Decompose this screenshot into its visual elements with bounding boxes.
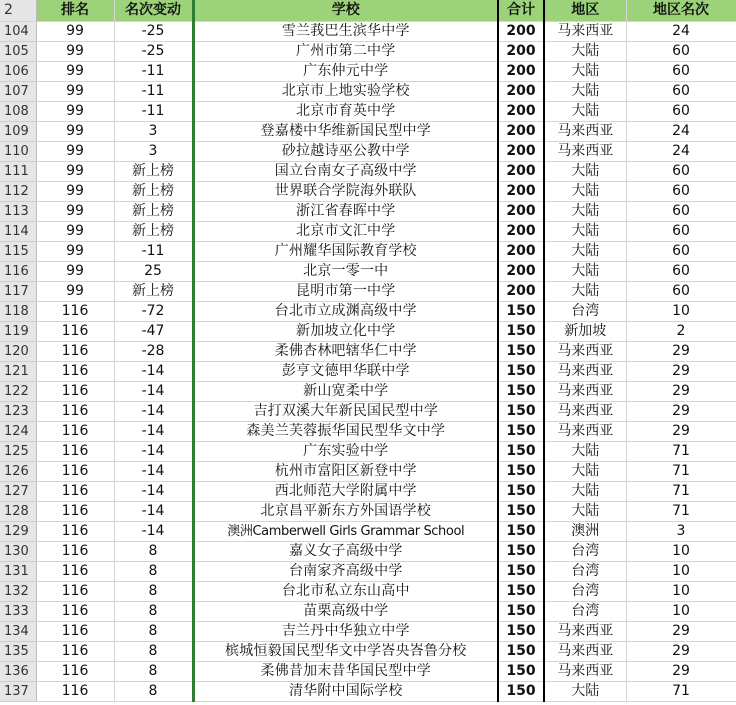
- cell-change[interactable]: -25: [114, 42, 193, 62]
- cell-rank[interactable]: 116: [36, 522, 114, 542]
- cell-total[interactable]: 150: [498, 602, 544, 622]
- cell-rank[interactable]: 99: [36, 222, 114, 242]
- cell-region[interactable]: 大陆: [544, 202, 626, 222]
- cell-total[interactable]: 200: [498, 162, 544, 182]
- cell-region[interactable]: 大陆: [544, 462, 626, 482]
- cell-rank[interactable]: 116: [36, 562, 114, 582]
- row-number[interactable]: 115: [0, 242, 36, 262]
- cell-school[interactable]: 浙江省春晖中学: [193, 202, 498, 222]
- cell-region[interactable]: 台湾: [544, 562, 626, 582]
- cell-region-rank[interactable]: 2: [626, 322, 736, 342]
- cell-region-rank[interactable]: 10: [626, 582, 736, 602]
- cell-school[interactable]: 广东仲元中学: [193, 62, 498, 82]
- cell-region[interactable]: 大陆: [544, 62, 626, 82]
- cell-total[interactable]: 150: [498, 642, 544, 662]
- cell-total[interactable]: 200: [498, 222, 544, 242]
- cell-change[interactable]: -14: [114, 462, 193, 482]
- cell-rank[interactable]: 99: [36, 262, 114, 282]
- row-number[interactable]: 104: [0, 22, 36, 42]
- table-row: [0, 382, 736, 402]
- cell-rank[interactable]: 99: [36, 242, 114, 262]
- cell-region-rank[interactable]: 60: [626, 42, 736, 62]
- row-header-cell[interactable]: 2: [0, 0, 36, 22]
- table-row: [0, 622, 736, 642]
- cell-total[interactable]: 200: [498, 62, 544, 82]
- cell-total[interactable]: 150: [498, 562, 544, 582]
- cell-region[interactable]: 大陆: [544, 502, 626, 522]
- cell-change[interactable]: 8: [114, 642, 193, 662]
- cell-school[interactable]: 广州市第二中学: [193, 42, 498, 62]
- cell-rank[interactable]: 116: [36, 382, 114, 402]
- cell-rank[interactable]: 116: [36, 642, 114, 662]
- cell-total[interactable]: 150: [498, 462, 544, 482]
- cell-change[interactable]: -47: [114, 322, 193, 342]
- cell-school[interactable]: 新山宽柔中学: [193, 382, 498, 402]
- cell-region-rank[interactable]: 71: [626, 682, 736, 702]
- cell-rank[interactable]: 116: [36, 302, 114, 322]
- cell-total[interactable]: 150: [498, 522, 544, 542]
- cell-rank[interactable]: 116: [36, 342, 114, 362]
- table-row: [0, 502, 736, 522]
- table-row: [0, 302, 736, 322]
- cell-total[interactable]: 200: [498, 142, 544, 162]
- cell-school[interactable]: 国立台南女子高级中学: [193, 162, 498, 182]
- cell-school[interactable]: 柔佛杏林吧辖华仁中学: [193, 342, 498, 362]
- cell-change[interactable]: 新上榜: [114, 162, 193, 182]
- cell-school[interactable]: 森美兰芙蓉振华国民型华文中学: [193, 422, 498, 442]
- cell-total[interactable]: 150: [498, 442, 544, 462]
- cell-region-rank[interactable]: 24: [626, 22, 736, 42]
- cell-region[interactable]: 马来西亚: [544, 142, 626, 162]
- cell-region-rank[interactable]: 60: [626, 82, 736, 102]
- cell-region-rank[interactable]: 29: [626, 402, 736, 422]
- cell-region[interactable]: 大陆: [544, 282, 626, 302]
- table-row: [0, 582, 736, 602]
- cell-region[interactable]: 台湾: [544, 582, 626, 602]
- cell-total[interactable]: 150: [498, 662, 544, 682]
- row-number[interactable]: 120: [0, 342, 36, 362]
- row-number[interactable]: 106: [0, 62, 36, 82]
- cell-school[interactable]: 世界联合学院海外联队: [193, 182, 498, 202]
- cell-change[interactable]: -14: [114, 422, 193, 442]
- table-row: [0, 542, 736, 562]
- cell-rank[interactable]: 116: [36, 542, 114, 562]
- table-row: [0, 462, 736, 482]
- cell-region[interactable]: 马来西亚: [544, 122, 626, 142]
- cell-region[interactable]: 大陆: [544, 682, 626, 702]
- cell-rank[interactable]: 99: [36, 202, 114, 222]
- cell-change[interactable]: -72: [114, 302, 193, 322]
- table-row: [0, 42, 736, 62]
- table-row: [0, 142, 736, 162]
- row-number[interactable]: 130: [0, 542, 36, 562]
- cell-school[interactable]: 西北师范大学附属中学: [193, 482, 498, 502]
- cell-school[interactable]: 昆明市第一中学: [193, 282, 498, 302]
- cell-rank[interactable]: 116: [36, 582, 114, 602]
- cell-change[interactable]: 3: [114, 122, 193, 142]
- cell-total[interactable]: 150: [498, 622, 544, 642]
- cell-region[interactable]: 马来西亚: [544, 22, 626, 42]
- table-row: [0, 282, 736, 302]
- row-number[interactable]: 105: [0, 42, 36, 62]
- cell-region-rank[interactable]: 24: [626, 122, 736, 142]
- table-row: [0, 322, 736, 342]
- cell-total[interactable]: 200: [498, 242, 544, 262]
- cell-total[interactable]: 150: [498, 362, 544, 382]
- column-header-school[interactable]: 学校: [193, 0, 498, 22]
- cell-total[interactable]: 150: [498, 422, 544, 442]
- cell-change[interactable]: -14: [114, 522, 193, 542]
- cell-region-rank[interactable]: 60: [626, 282, 736, 302]
- cell-change[interactable]: -14: [114, 382, 193, 402]
- cell-school[interactable]: 嘉义女子高级中学: [193, 542, 498, 562]
- cell-rank[interactable]: 99: [36, 102, 114, 122]
- cell-total[interactable]: 150: [498, 322, 544, 342]
- cell-region-rank[interactable]: 29: [626, 382, 736, 402]
- cell-total[interactable]: 150: [498, 502, 544, 522]
- row-number[interactable]: 127: [0, 482, 36, 502]
- table-row: [0, 162, 736, 182]
- cell-school[interactable]: 登嘉楼中华维新国民型中学: [193, 122, 498, 142]
- cell-rank[interactable]: 116: [36, 482, 114, 502]
- cell-total[interactable]: 200: [498, 82, 544, 102]
- table-row: [0, 122, 736, 142]
- cell-rank[interactable]: 99: [36, 122, 114, 142]
- cell-change[interactable]: -11: [114, 62, 193, 82]
- cell-region[interactable]: 新加坡: [544, 322, 626, 342]
- cell-change[interactable]: 8: [114, 622, 193, 642]
- cell-school[interactable]: 砂拉越诗巫公教中学: [193, 142, 498, 162]
- cell-region-rank[interactable]: 29: [626, 622, 736, 642]
- cell-rank[interactable]: 99: [36, 182, 114, 202]
- row-number[interactable]: 125: [0, 442, 36, 462]
- header-row: [0, 0, 736, 22]
- cell-region-rank[interactable]: 29: [626, 422, 736, 442]
- cell-school[interactable]: 广州耀华国际教育学校: [193, 242, 498, 262]
- table-row: [0, 442, 736, 462]
- cell-region-rank[interactable]: 60: [626, 242, 736, 262]
- table-row: [0, 522, 736, 542]
- table-row: [0, 102, 736, 122]
- row-number[interactable]: 131: [0, 562, 36, 582]
- row-number[interactable]: 118: [0, 302, 36, 322]
- cell-region[interactable]: 马来西亚: [544, 422, 626, 442]
- cell-region-rank[interactable]: 29: [626, 362, 736, 382]
- cell-region-rank[interactable]: 60: [626, 62, 736, 82]
- row-number[interactable]: 107: [0, 82, 36, 102]
- cell-change[interactable]: -14: [114, 362, 193, 382]
- cell-school[interactable]: 新加坡立化中学: [193, 322, 498, 342]
- cell-rank[interactable]: 116: [36, 602, 114, 622]
- cell-region-rank[interactable]: 10: [626, 542, 736, 562]
- cell-rank[interactable]: 99: [36, 162, 114, 182]
- row-number[interactable]: 136: [0, 662, 36, 682]
- cell-school[interactable]: 北京昌平新东方外国语学校: [193, 502, 498, 522]
- row-number[interactable]: 109: [0, 122, 36, 142]
- cell-region[interactable]: 澳洲: [544, 522, 626, 542]
- cell-school[interactable]: 雪兰莪巴生滨华中学: [193, 22, 498, 42]
- cell-region[interactable]: 大陆: [544, 42, 626, 62]
- cell-change[interactable]: -28: [114, 342, 193, 362]
- cell-total[interactable]: 150: [498, 682, 544, 702]
- cell-school[interactable]: 吉兰丹中华独立中学: [193, 622, 498, 642]
- cell-change[interactable]: -11: [114, 82, 193, 102]
- cell-change[interactable]: -11: [114, 102, 193, 122]
- cell-school[interactable]: 苗栗高级中学: [193, 602, 498, 622]
- cell-region[interactable]: 台湾: [544, 542, 626, 562]
- cell-school[interactable]: 吉打双溪大年新民国民型中学: [193, 402, 498, 422]
- cell-change[interactable]: -25: [114, 22, 193, 42]
- cell-region-rank[interactable]: 71: [626, 442, 736, 462]
- table-row: [0, 662, 736, 682]
- cell-change[interactable]: 8: [114, 602, 193, 622]
- cell-region[interactable]: 马来西亚: [544, 622, 626, 642]
- cell-total[interactable]: 150: [498, 402, 544, 422]
- cell-region[interactable]: 台湾: [544, 602, 626, 622]
- cell-school[interactable]: 北京市上地实验学校: [193, 82, 498, 102]
- cell-total[interactable]: 200: [498, 202, 544, 222]
- cell-total[interactable]: 150: [498, 302, 544, 322]
- cell-region-rank[interactable]: 71: [626, 482, 736, 502]
- cell-school[interactable]: 彭亨文德甲华联中学: [193, 362, 498, 382]
- cell-region[interactable]: 大陆: [544, 222, 626, 242]
- row-number[interactable]: 123: [0, 402, 36, 422]
- table-row: [0, 342, 736, 362]
- table-row: [0, 202, 736, 222]
- cell-total[interactable]: 200: [498, 102, 544, 122]
- row-number[interactable]: 121: [0, 362, 36, 382]
- row-number[interactable]: 122: [0, 382, 36, 402]
- cell-change[interactable]: 8: [114, 542, 193, 562]
- cell-change[interactable]: 新上榜: [114, 182, 193, 202]
- cell-change[interactable]: -11: [114, 242, 193, 262]
- table-row: [0, 22, 736, 42]
- cell-change[interactable]: 8: [114, 562, 193, 582]
- cell-rank[interactable]: 116: [36, 422, 114, 442]
- cell-rank[interactable]: 116: [36, 502, 114, 522]
- cell-total[interactable]: 200: [498, 262, 544, 282]
- row-number[interactable]: 132: [0, 582, 36, 602]
- cell-change[interactable]: 新上榜: [114, 282, 193, 302]
- table-row: [0, 62, 736, 82]
- cell-school[interactable]: 台北市立成渊高级中学: [193, 302, 498, 322]
- cell-change[interactable]: 8: [114, 662, 193, 682]
- table-row: [0, 82, 736, 102]
- cell-rank[interactable]: 116: [36, 442, 114, 462]
- cell-rank[interactable]: 116: [36, 682, 114, 702]
- cell-school[interactable]: 台北市私立东山高中: [193, 582, 498, 602]
- cell-region[interactable]: 马来西亚: [544, 362, 626, 382]
- cell-school[interactable]: 台南家齐高级中学: [193, 562, 498, 582]
- cell-region-rank[interactable]: 60: [626, 222, 736, 242]
- cell-change[interactable]: -14: [114, 502, 193, 522]
- cell-region[interactable]: 大陆: [544, 482, 626, 502]
- cell-region-rank[interactable]: 71: [626, 502, 736, 522]
- cell-change[interactable]: 3: [114, 142, 193, 162]
- cell-region-rank[interactable]: 29: [626, 642, 736, 662]
- cell-change[interactable]: 8: [114, 682, 193, 702]
- cell-change[interactable]: -14: [114, 482, 193, 502]
- cell-rank[interactable]: 116: [36, 462, 114, 482]
- table-row: [0, 242, 736, 262]
- cell-region-rank[interactable]: 60: [626, 262, 736, 282]
- cell-region[interactable]: 马来西亚: [544, 382, 626, 402]
- row-number[interactable]: 119: [0, 322, 36, 342]
- row-number[interactable]: 117: [0, 282, 36, 302]
- row-number[interactable]: 135: [0, 642, 36, 662]
- row-number[interactable]: 110: [0, 142, 36, 162]
- cell-rank[interactable]: 116: [36, 362, 114, 382]
- row-number[interactable]: 108: [0, 102, 36, 122]
- cell-rank[interactable]: 99: [36, 82, 114, 102]
- cell-total[interactable]: 200: [498, 282, 544, 302]
- cell-rank[interactable]: 99: [36, 282, 114, 302]
- cell-rank[interactable]: 116: [36, 622, 114, 642]
- cell-rank[interactable]: 116: [36, 402, 114, 422]
- table-row: [0, 682, 736, 702]
- row-number[interactable]: 133: [0, 602, 36, 622]
- column-header-total[interactable]: 合计: [498, 0, 544, 22]
- table-row: [0, 602, 736, 622]
- row-number[interactable]: 111: [0, 162, 36, 182]
- cell-region[interactable]: 大陆: [544, 442, 626, 462]
- row-number[interactable]: 124: [0, 422, 36, 442]
- cell-region[interactable]: 台湾: [544, 302, 626, 322]
- row-number[interactable]: 134: [0, 622, 36, 642]
- cell-region-rank[interactable]: 10: [626, 562, 736, 582]
- cell-region[interactable]: 大陆: [544, 102, 626, 122]
- column-header-region[interactable]: 地区: [544, 0, 626, 22]
- table-row: [0, 222, 736, 242]
- row-number[interactable]: 128: [0, 502, 36, 522]
- cell-change[interactable]: 25: [114, 262, 193, 282]
- cell-school[interactable]: 北京市育英中学: [193, 102, 498, 122]
- cell-rank[interactable]: 99: [36, 62, 114, 82]
- cell-school[interactable]: 杭州市富阳区新登中学: [193, 462, 498, 482]
- row-number[interactable]: 126: [0, 462, 36, 482]
- cell-region-rank[interactable]: 60: [626, 202, 736, 222]
- cell-school[interactable]: 北京一零一中: [193, 262, 498, 282]
- cell-region-rank[interactable]: 3: [626, 522, 736, 542]
- cell-total[interactable]: 200: [498, 182, 544, 202]
- cell-rank[interactable]: 99: [36, 22, 114, 42]
- cell-region[interactable]: 马来西亚: [544, 662, 626, 682]
- cell-change[interactable]: -14: [114, 442, 193, 462]
- cell-region-rank[interactable]: 29: [626, 662, 736, 682]
- cell-region[interactable]: 马来西亚: [544, 342, 626, 362]
- table-row: [0, 182, 736, 202]
- table-row: [0, 482, 736, 502]
- table-row: [0, 362, 736, 382]
- table-row: [0, 402, 736, 422]
- table-row: [0, 262, 736, 282]
- cell-school[interactable]: 柔佛昔加末昔华国民型中学: [193, 662, 498, 682]
- column-header-change[interactable]: 名次变动: [114, 0, 193, 22]
- cell-region-rank[interactable]: 29: [626, 342, 736, 362]
- cell-school[interactable]: 清华附中国际学校: [193, 682, 498, 702]
- row-number[interactable]: 113: [0, 202, 36, 222]
- cell-change[interactable]: -14: [114, 402, 193, 422]
- cell-school[interactable]: 北京市文汇中学: [193, 222, 498, 242]
- cell-change[interactable]: 8: [114, 582, 193, 602]
- cell-region[interactable]: 大陆: [544, 82, 626, 102]
- cell-total[interactable]: 200: [498, 42, 544, 62]
- cell-region-rank[interactable]: 10: [626, 302, 736, 322]
- cell-total[interactable]: 200: [498, 122, 544, 142]
- cell-rank[interactable]: 99: [36, 42, 114, 62]
- cell-school[interactable]: 澳洲Camberwell Girls Grammar School: [193, 522, 498, 542]
- cell-school[interactable]: 广东实验中学: [193, 442, 498, 462]
- table-row: [0, 422, 736, 442]
- cell-total[interactable]: 150: [498, 482, 544, 502]
- cell-region[interactable]: 大陆: [544, 182, 626, 202]
- cell-rank[interactable]: 99: [36, 142, 114, 162]
- row-number[interactable]: 116: [0, 262, 36, 282]
- cell-region-rank[interactable]: 60: [626, 102, 736, 122]
- row-number[interactable]: 114: [0, 222, 36, 242]
- cell-total[interactable]: 200: [498, 22, 544, 42]
- cell-rank[interactable]: 116: [36, 322, 114, 342]
- cell-change[interactable]: 新上榜: [114, 222, 193, 242]
- row-number[interactable]: 129: [0, 522, 36, 542]
- cell-total[interactable]: 150: [498, 342, 544, 362]
- cell-change[interactable]: 新上榜: [114, 202, 193, 222]
- cell-region-rank[interactable]: 60: [626, 182, 736, 202]
- column-header-region-rank[interactable]: 地区名次: [626, 0, 736, 22]
- cell-region-rank[interactable]: 71: [626, 462, 736, 482]
- cell-rank[interactable]: 116: [36, 662, 114, 682]
- cell-region-rank[interactable]: 60: [626, 162, 736, 182]
- cell-region[interactable]: 大陆: [544, 262, 626, 282]
- cell-region[interactable]: 大陆: [544, 162, 626, 182]
- cell-region[interactable]: 马来西亚: [544, 642, 626, 662]
- cell-region[interactable]: 马来西亚: [544, 402, 626, 422]
- cell-region[interactable]: 大陆: [544, 242, 626, 262]
- cell-total[interactable]: 150: [498, 382, 544, 402]
- cell-total[interactable]: 150: [498, 542, 544, 562]
- table-row: [0, 642, 736, 662]
- row-number[interactable]: 112: [0, 182, 36, 202]
- cell-region-rank[interactable]: 10: [626, 602, 736, 622]
- cell-region-rank[interactable]: 24: [626, 142, 736, 162]
- table-row: [0, 562, 736, 582]
- cell-total[interactable]: 150: [498, 582, 544, 602]
- row-number[interactable]: 137: [0, 682, 36, 702]
- cell-school[interactable]: 槟城恒毅国民型华文中学峇央峇鲁分校: [193, 642, 498, 662]
- column-header-rank[interactable]: 排名: [36, 0, 114, 22]
